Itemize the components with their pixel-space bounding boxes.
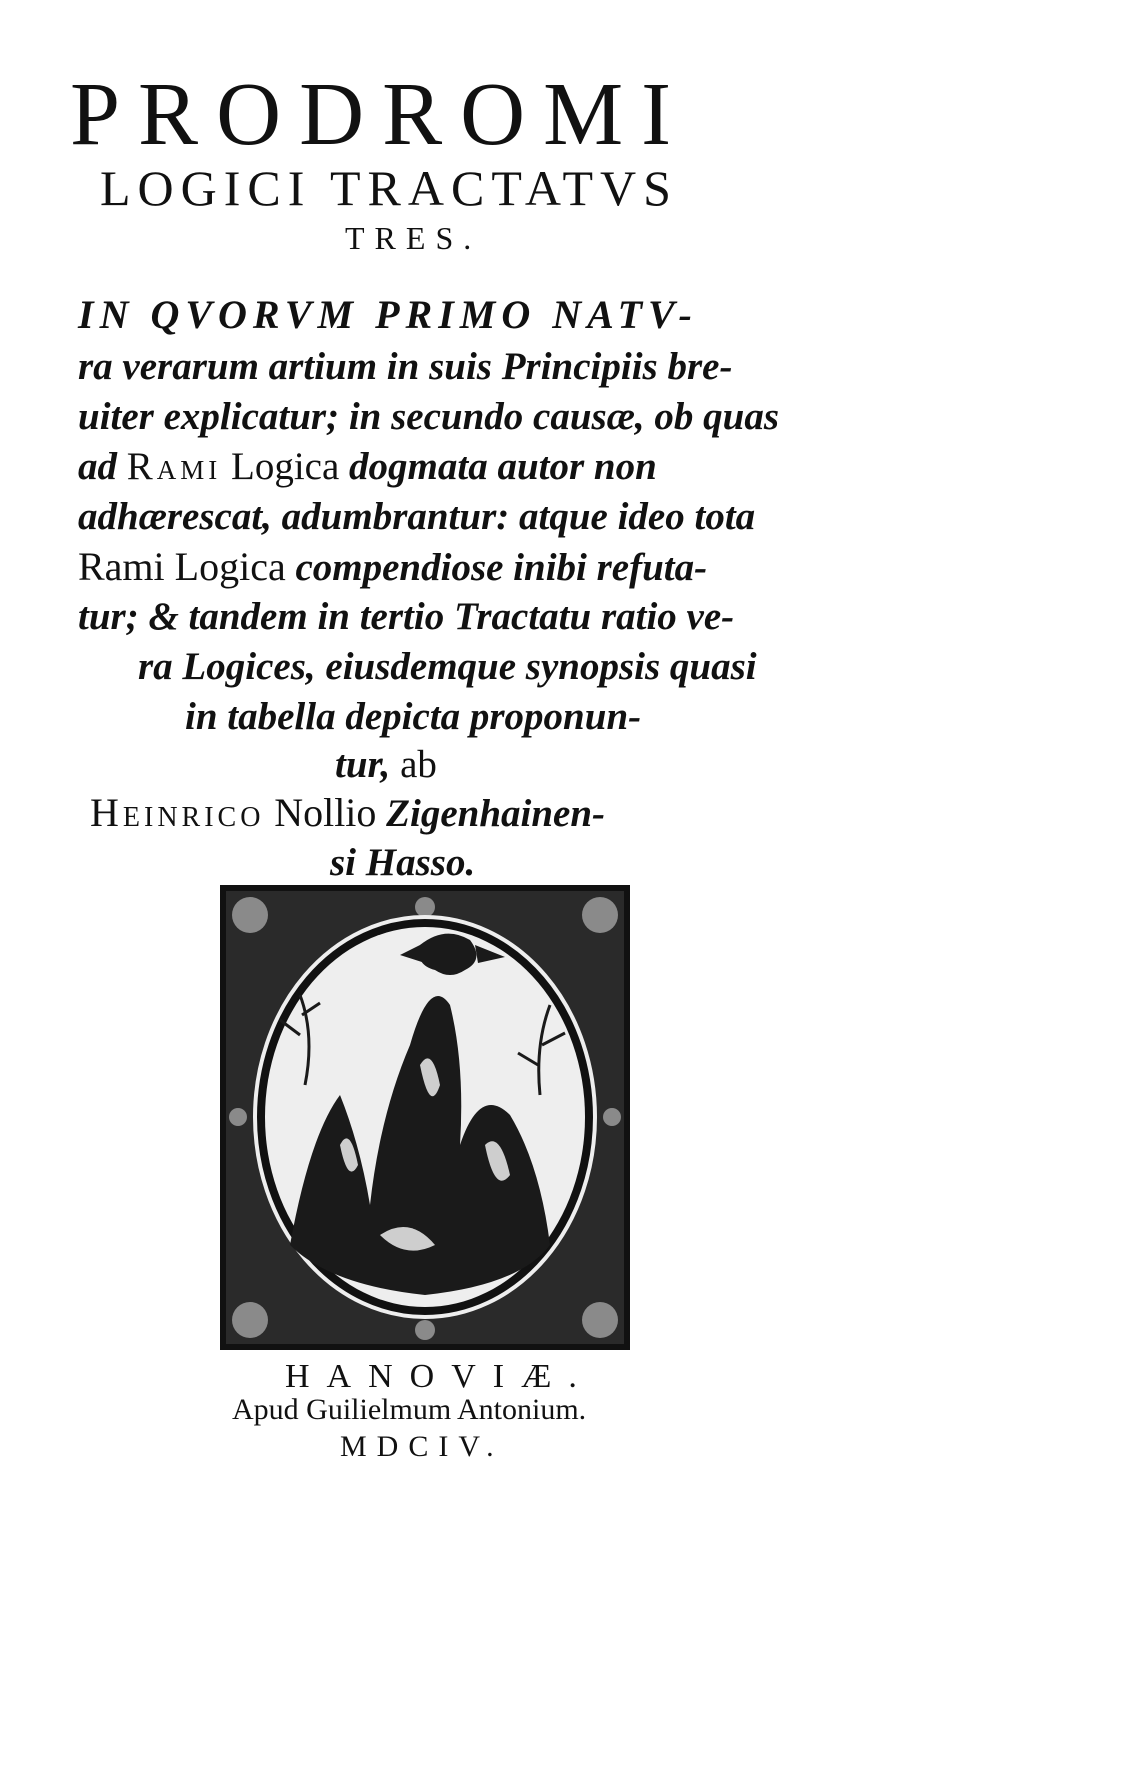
imprint-year: MDCIV. [340, 1430, 504, 1463]
description-line-4-post: dogmata autor non [349, 445, 657, 488]
title-line-2: LOGICI TRACTATVS [100, 160, 678, 216]
description-line-2: ra verarum artium in suis Principiis bre- [78, 345, 733, 388]
description-line-6 [78, 544, 708, 589]
title-line-1: PRODROMI [70, 65, 690, 164]
description-line-1: IN QVORVM PRIMO NATV- [78, 292, 698, 337]
description-line-3: uiter explicatur; in secundo causæ, ob quas [78, 395, 779, 438]
description-line-4-pre: ad [78, 445, 117, 488]
description-line-9: in tabella depicta proponun- [185, 695, 642, 738]
description-line-6-roman: Rami Logica [78, 544, 286, 589]
description-line-8: ra Logices, eiusdemque synopsis quasi [138, 645, 757, 688]
description-line-10 [335, 745, 437, 784]
description-line-11 [90, 790, 606, 835]
description-line-10-roman: ab [400, 743, 437, 786]
description-line-7: tur; & tandem in tertio Tractatu ratio ve- [78, 595, 735, 638]
description-line-4 [78, 447, 657, 486]
imprint-publisher: Apud Guilielmum Antonium. [232, 1393, 587, 1426]
printers-device-woodcut [220, 885, 630, 1350]
author-origin: Zigenhainen- [386, 792, 606, 835]
imprint-place: HANOVIÆ. [285, 1358, 594, 1395]
author-rami: Rami [126, 445, 222, 488]
description-line-6-post: compendiose inibi refuta- [295, 546, 708, 589]
author-surname: Nollio [274, 790, 377, 835]
title-line-3: TRES. [345, 220, 482, 256]
author-name: Heinrico [90, 790, 265, 835]
description-line-4-roman: Logica [231, 445, 340, 488]
description-line-12: si Hasso. [330, 841, 476, 884]
description-line-10-ital: tur, [335, 743, 391, 786]
description-line-5: adhærescat, adumbrantur: atque ideo tota [78, 495, 756, 538]
